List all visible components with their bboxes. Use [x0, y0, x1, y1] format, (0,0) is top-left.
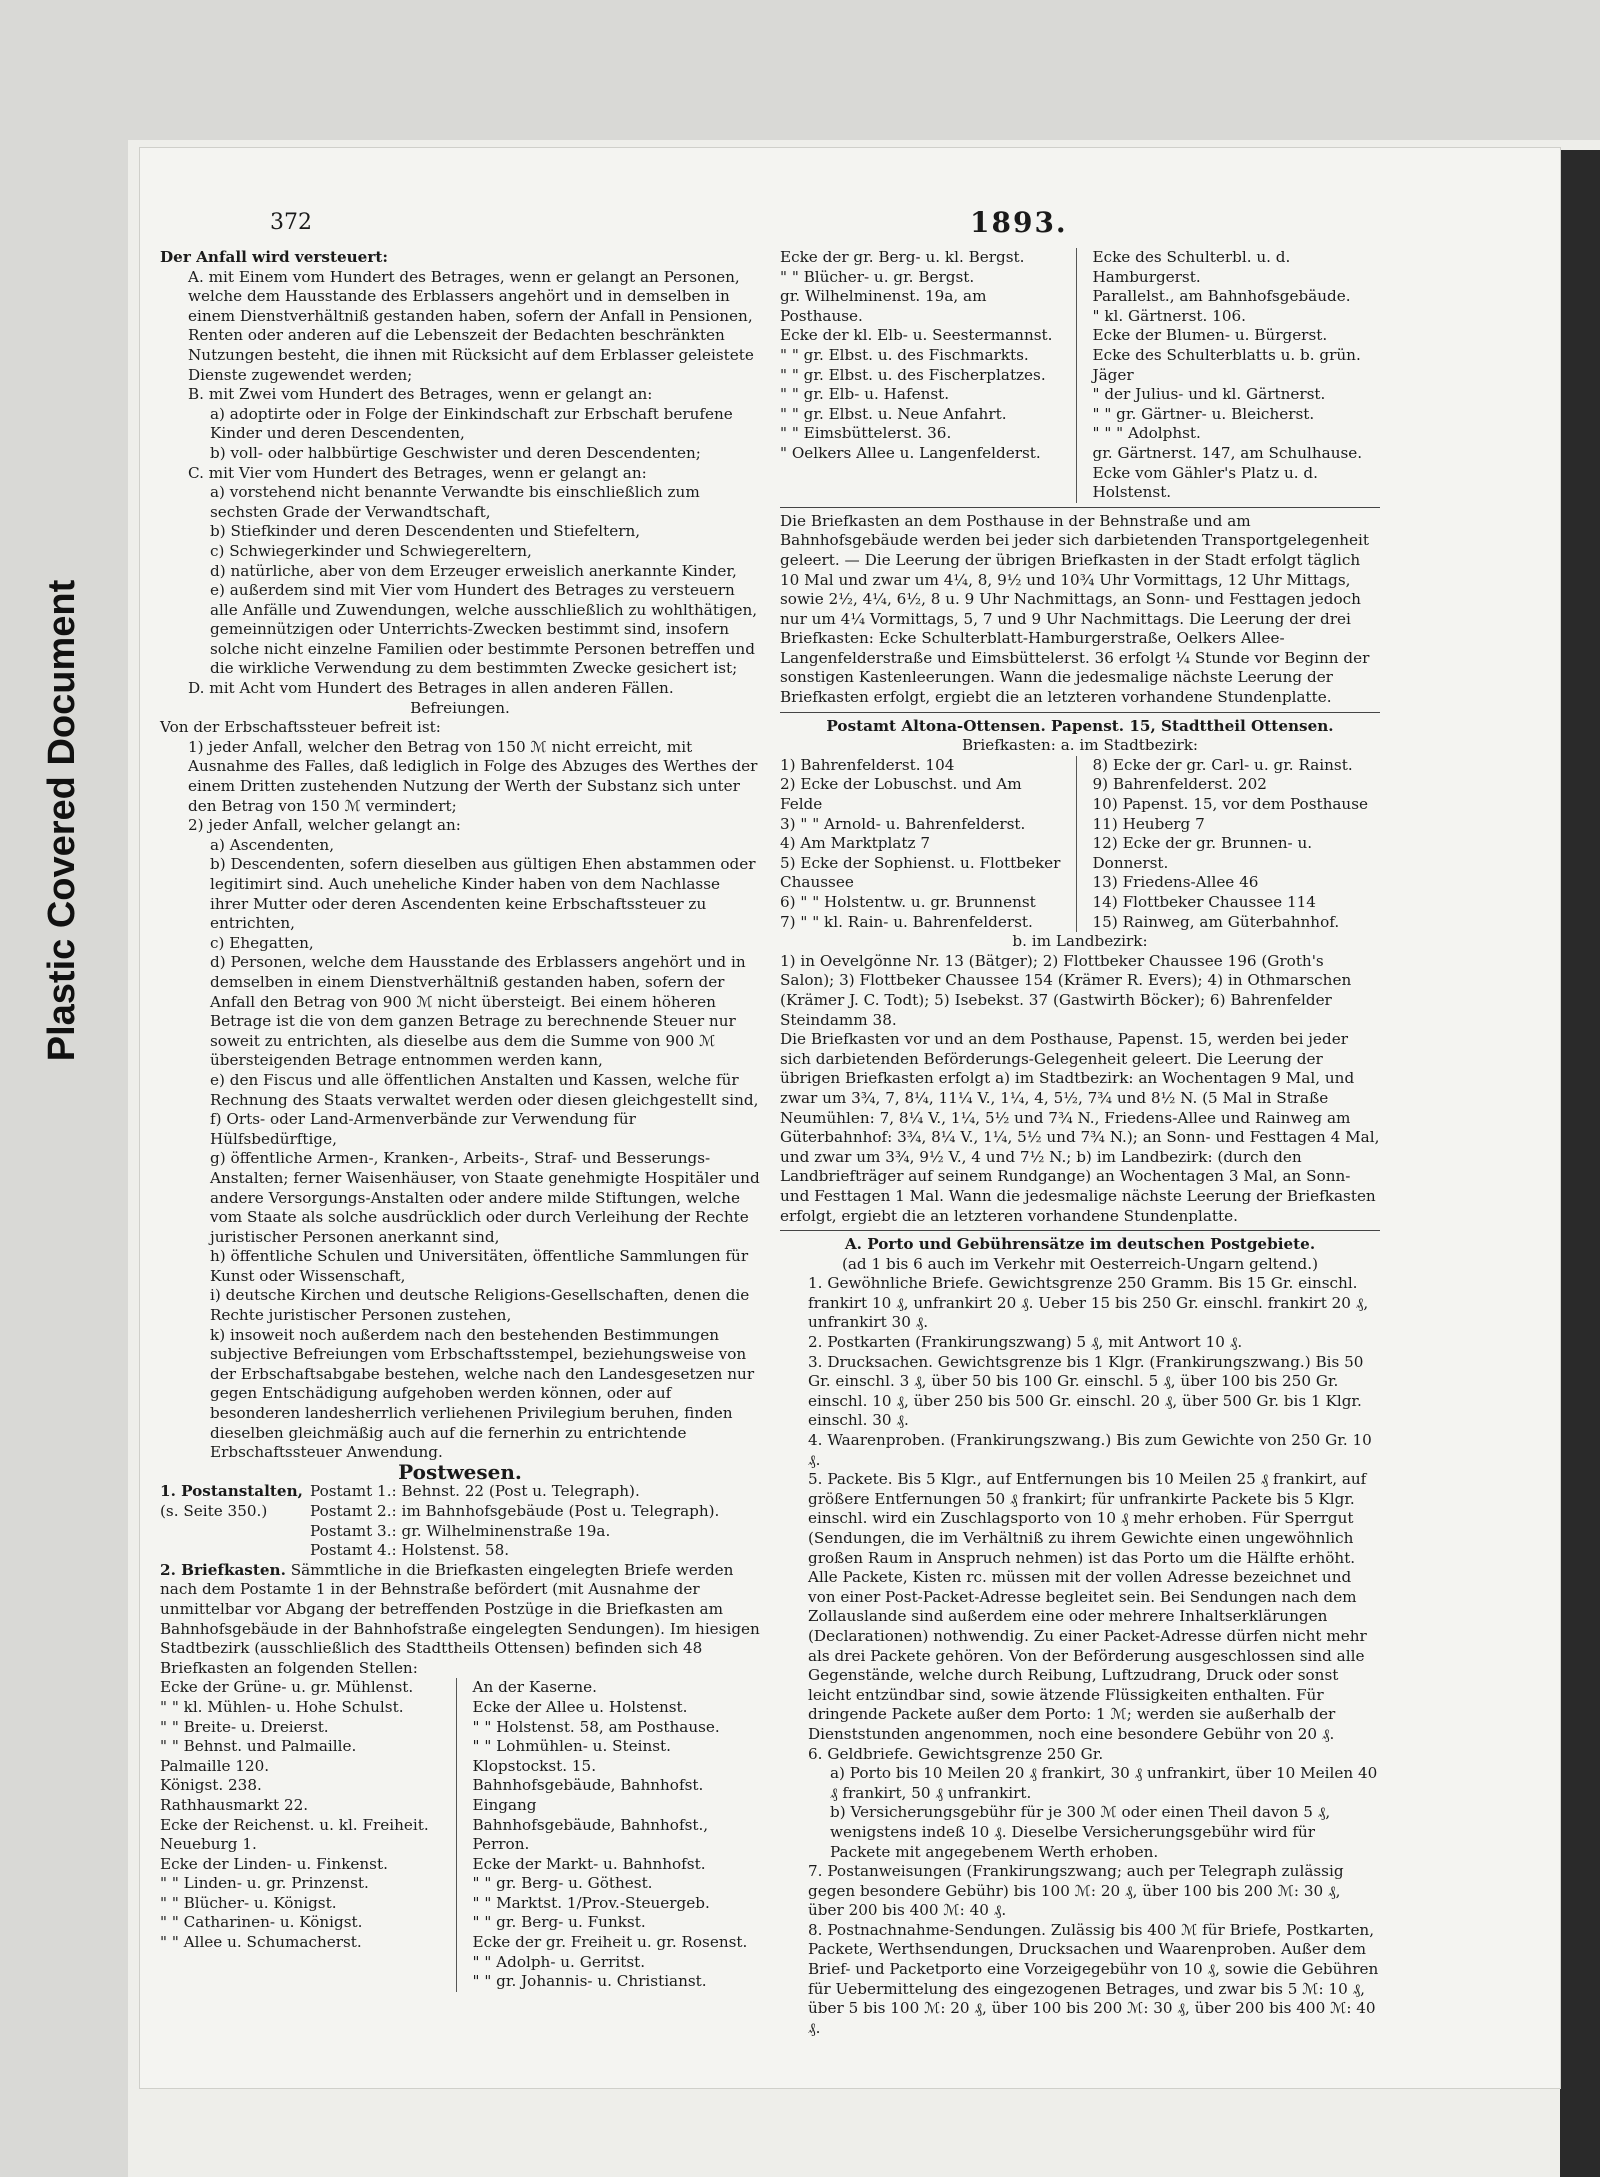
- porto-items-item: b) Versicherungsgebühr für je 300 ℳ oder einen Theil davon 5 ₰, wenigstens indeß 10 ₰. Dieselbe Versicherungsgebühr wird für Packete mit angegebenem Werth erhoben.: [830, 1803, 1331, 1861]
- ott-right-item: 11) Heuberg 7: [1092, 814, 1205, 833]
- kasten-c-item: " " gr. Elbst. u. des Fischerplatzes.: [780, 365, 1046, 384]
- postanstalten-item: Postamt 4.: Holstenst. 58.: [310, 1541, 510, 1560]
- page-year: 1893.: [970, 206, 1068, 239]
- kasten-a-item: " " Behnst. und Palmaille.: [160, 1737, 357, 1756]
- landbezirk-text: 1) in Oevelgönne Nr. 13 (Bätger); 2) Flottbeker Chaussee 196 (Groth's Salon); 3) Flottbeker Chaussee 154 (Krämer R. Evers); 4) in Othmarschen (Krämer J. C. Todt); 5) Isebekst. 37 (Gastwirth Böcker); 6) Bahrenfelder Steindamm 38.: [780, 951, 1352, 1029]
- anfall-title: Der Anfall wird versteuert:: [160, 248, 388, 266]
- kasten-d-item: Parallelst., am Bahnhofsgebäude.: [1092, 287, 1351, 306]
- kasten-d-item: Ecke des Schulterblatts u. b. grün. Jäger: [1092, 345, 1361, 384]
- kasten-b-item: " " gr. Johannis- u. Christianst.: [472, 1972, 707, 1991]
- anfall-item: A. mit Einem vom Hundert des Betrages, wenn er gelangt an Personen, welche dem Hausstande des Erblassers angehört und in demselben in einem Dienstverhältniß gestanden haben, sofern der Anfall in Pensionen, Renten oder anderen auf die Lebenszeit der Bedachten beschränkten Nutzungen besteht, die ihnen mit Rücksicht auf dem Erblasser geleistete Dienste zugewendet werden;: [188, 267, 754, 384]
- kasten-list-b: [473, 1678, 761, 1992]
- befreiungen-item: d) Personen, welche dem Hausstande des Erblassers angehört und in demselben in einem Dienstverhältniß gestanden haben, sofern der Anfall den Betrag von 900 ℳ nicht übersteigt. Bei einem höheren Betrage ist die von dem ganzen Betrage zu berechnende Steuer nur soweit zu entrichten, als dieselbe aus dem die Summe von 900 ℳ übersteigenden Betrage entnommen werden kann,: [210, 953, 746, 1070]
- befreiungen-item: 1) jeder Anfall, welcher den Betrag von 150 ℳ nicht erreicht, mit Ausnahme des Falles, daß lediglich in Folge des Abzuges des Werthes der einem Dritten zustehenden Nutzung der Werth der Substanz sich unter den Betrag von 150 ℳ vermindert;: [188, 737, 758, 815]
- kasten-d-item: " kl. Gärtnerst. 106.: [1092, 306, 1246, 325]
- postanstalten-label-group: [160, 1482, 310, 1560]
- porto-subtitle: (ad 1 bis 6 auch im Verkehr mit Oesterreich-Ungarn geltend.): [841, 1254, 1319, 1273]
- ott-right-item: 14) Flottbeker Chaussee 114: [1092, 893, 1316, 911]
- kasten-list-a: [160, 1678, 457, 1992]
- briefkasten-locations: [160, 1678, 760, 1992]
- porto-items-item: 6. Geldbriefe. Gewichtsgrenze 250 Gr.: [808, 1744, 1104, 1763]
- kasten-a-item: Palmaille 120.: [160, 1756, 270, 1775]
- leerung-text: Die Briefkasten an dem Posthause in der Behnstraße und am Bahnhofsgebäude werden bei jeder sich darbietenden Transportgelegenheit geleert. — Die Leerung der übrigen Briefkasten in der Stadt erfolgt täglich 10 Mal und zwar um 4¼, 8, 9½ und 10¾ Uhr Vormittags, 12 Uhr Mittags, sowie 2½, 4¼, 6½, 8 u. 9 Uhr Nachmittags, an Sonn- und Festtagen jedoch nur um 4¼ Vormittags, 5, 7 und 9 Uhr Nachmittags. Die Leerung der drei Briefkasten: Ecke Schulterblatt-Hamburgerstraße, Oelkers Allee-Langenfelderstraße und Eimsbüttelerst. 36 erfolgt ¼ Stunde vor Beginn der sonstigen Kastenleerungen. Wann die jedesmalige nächste Leerung der Briefkasten erfolgt, ergiebt die an letzteren vorhandene Stundenplatte.: [780, 511, 1370, 707]
- anfall-item: b) voll- oder halbbürtige Geschwister und deren Descendenten;: [210, 443, 701, 462]
- befreiungen-list: [160, 738, 760, 1463]
- kasten-a-item: Ecke der Linden- u. Finkenst.: [160, 1854, 388, 1873]
- kasten-b-item: " " gr. Berg- u. Funkst.: [472, 1913, 646, 1932]
- kasten-b-item: Ecke der Allee u. Holstenst.: [472, 1697, 688, 1716]
- kasten-a-item: " " Linden- u. gr. Prinzenst.: [160, 1874, 369, 1893]
- kasten-d-item: " " " Adolphst.: [1092, 424, 1201, 443]
- kasten-b-item: Bahnhofsgebäude, Bahnhofst., Perron.: [472, 1815, 709, 1854]
- anfall-item: e) außerdem sind mit Vier vom Hundert des Betrages zu versteuern alle Anfälle und Zuwendungen, welche ausschließlich zu wohlthätigen, gemeinnützigen oder Unterrichts-Zwecken bestimmt sind, insofern solche nicht einzelne Familien oder bestimmte Personen betreffen und die wirkliche Verwendung zu dem bestimmten Zwecke gesichert ist;: [210, 581, 758, 678]
- kasten-a-item: " " Blücher- u. Königst.: [160, 1893, 337, 1912]
- divider: [780, 712, 1380, 713]
- postwesen-title: Postwesen.: [398, 1459, 522, 1484]
- porto-items-item: 7. Postanweisungen (Frankirungszwang; auch per Telegraph zulässig gegen besondere Gebühr) bis 100 ℳ: 20 ₰, über 100 bis 200 ℳ: 30 ₰, über 200 bis 400 ℳ: 40 ₰.: [808, 1862, 1344, 1920]
- befreiungen-title: Befreiungen.: [410, 698, 510, 717]
- postanstalten-ref: (s. Seite 350.): [160, 1502, 268, 1520]
- kasten-a-item: " " Allee u. Schumacherst.: [160, 1933, 362, 1952]
- befreiungen-item: i) deutsche Kirchen und deutsche Religions-Gesellschaften, denen die Rechte juristischer Personen zustehen,: [210, 1286, 750, 1325]
- kasten-d-item: " " gr. Gärtner- u. Bleicherst.: [1092, 404, 1315, 423]
- page-shadow: [1560, 150, 1600, 2177]
- ott-right-item: 15) Rainweg, am Güterbahnhof.: [1092, 912, 1340, 931]
- landbezirk-title: b. im Landbezirk:: [1012, 932, 1148, 951]
- kasten-d-item: Ecke der Blumen- u. Bürgerst.: [1092, 326, 1328, 345]
- anfall-item: D. mit Acht vom Hundert des Betrages in allen anderen Fällen.: [188, 679, 674, 698]
- divider: [780, 507, 1380, 508]
- porto-items-item: a) Porto bis 10 Meilen 20 ₰ frankirt, 30 ₰ unfrankirt, über 10 Meilen 40 ₰ frankirt, 50 ₰ unfrankirt.: [830, 1764, 1378, 1802]
- befreiungen-item: k) insoweit noch außerdem nach den bestehenden Bestimmungen subjective Befreiungen vom Erbschaftsstempel, beziehungsweise von der Erbschaftsabgabe bestehen, welche nach den Landesgesetzen nur gegen Entschädigung aufgehoben werden können, oder auf besonderen landesherrlich verliehenen Privilegium beruhen, finden dieselben gleichmäßig auch auf die fernerhin zu entrichtende Erbschaftssteuer Anwendung.: [210, 1325, 755, 1462]
- kasten-c-item: Ecke der kl. Elb- u. Seestermannst.: [780, 326, 1053, 345]
- kasten-d-item: Ecke vom Gähler's Platz u. d. Holstenst.: [1092, 463, 1318, 502]
- kasten-b-item: Bahnhofsgebäude, Bahnhofst. Eingang: [472, 1776, 704, 1814]
- ott-left-item: 1) Bahrenfelderst. 104: [780, 755, 955, 774]
- ottensen-kasten: [780, 756, 1380, 932]
- kasten-a-item: Ecke der Grüne- u. gr. Mühlenst.: [160, 1678, 414, 1697]
- befreiungen-item: f) Orts- oder Land-Armenverbände zur Verwendung für Hülfsbedürftige,: [210, 1110, 636, 1148]
- ott-right-item: 8) Ecke der gr. Carl- u. gr. Rainst.: [1092, 755, 1353, 774]
- kasten-b-item: " " gr. Berg- u. Göthest.: [472, 1874, 653, 1893]
- postanstalten-item: Postamt 3.: gr. Wilhelminenstraße 19a.: [310, 1521, 611, 1540]
- briefkasten-locations-cont: [780, 248, 1380, 503]
- ott-left-item: 5) Ecke der Sophienst. u. Flottbeker Chaussee: [780, 853, 1061, 892]
- kasten-c-item: " " Blücher- u. gr. Bergst.: [780, 267, 975, 286]
- kasten-d-item: Ecke des Schulterbl. u. d. Hamburgerst.: [1092, 248, 1291, 286]
- briefkasten-label: 2. Briefkasten.: [160, 1560, 286, 1579]
- page-header: [270, 206, 1420, 244]
- anfall-item: a) vorstehend nicht benannte Verwandte bis einschließlich zum sechsten Grade der Verwandtschaft,: [210, 483, 700, 521]
- page-number: 372: [270, 210, 312, 235]
- porto-items-item: 8. Postnachnahme-Sendungen. Zulässig bis 400 ℳ für Briefe, Postkarten, Packete, Werthsendungen, Drucksachen und Waarenproben. Außer dem Brief- und Packetporto eine Vorzeigegebühr von 10 ₰, sowie die Gebühren für Uebermittelung des eingezogenen Betrages, und zwar bis 5 ℳ: 10 ₰, über 5 bis 100 ℳ: 20 ₰, über 100 bis 200 ℳ: 30 ₰, über 200 bis 400 ℳ: 40 ₰.: [808, 1920, 1379, 2037]
- kasten-a-item: Ecke der Reichenst. u. kl. Freiheit.: [160, 1815, 429, 1834]
- kasten-a-item: Neueburg 1.: [160, 1835, 257, 1854]
- side-label: Plastic Covered Document: [41, 579, 84, 1061]
- anfall-item: b) Stiefkinder und deren Descendenten und Stiefeltern,: [210, 522, 641, 541]
- befreiungen-item: b) Descendenten, sofern dieselben aus gültigen Ehen abstammen oder legitimirt sind. Auch uneheliche Kinder haben von dem Nachlasse ihrer Mutter oder deren Ascendenten keine Erbschaftssteuer zu entrichten,: [210, 855, 756, 933]
- kasten-a-item: " " Catharinen- u. Königst.: [160, 1913, 363, 1932]
- kasten-d-item: " der Julius- und kl. Gärtnerst.: [1092, 385, 1326, 404]
- anfall-item: d) natürliche, aber von dem Erzeuger erweislich anerkannte Kinder,: [210, 561, 737, 580]
- porto-items-item: 5. Packete. Bis 5 Klgr., auf Entfernungen bis 10 Meilen 25 ₰ frankirt, auf größere Entfernungen 50 ₰ frankirt; für unfrankirte Packete bis 5 Klgr. einschl. wird ein Zuschlagsporto von 10 ₰ mehr erhoben. Für Sperrgut (Sendungen, die im Verhältniß zu ihrem Gewichte einen ungewöhnlich großen Raum in Anspruch nehmen) ist das Porto um die Hälfte erhöht. Alle Packete, Kisten rc. müssen mit der vollen Adresse bezeichnet und von einer Post-Packet-Adresse begleitet sein. Bei Sendungen nach dem Zollauslande sind außerdem eine oder mehrere Inhaltserklärungen (Declarationen) nothwendig. Zu einer Packet-Adresse dürfen nicht mehr als drei Packete gehören. Von der Beförderung ausgeschlossen sind alle Gegenstände, welche durch Reibung, Luftzudrang, Druck oder sonst leicht entzündbar sind, sowie ätzende Flüssigkeiten enthalten. Für dringende Packete außer dem Porto: 1 ℳ; werden sie außerhalb der Dienststunden angenommen, noch eine besondere Gebühr von 20 ₰.: [808, 1470, 1367, 1743]
- kasten-b-item: Klopstockst. 15.: [472, 1756, 597, 1775]
- kasten-b-item: Ecke der Markt- u. Bahnhofst.: [472, 1854, 706, 1873]
- ott-left-item: 6) " " Holstentw. u. gr. Brunnenst: [780, 893, 1036, 911]
- ott-left-item: 2) Ecke der Lobuschst. und Am Felde: [780, 775, 1022, 814]
- ott-right-item: 13) Friedens-Allee 46: [1092, 873, 1259, 892]
- kasten-c-item: " " gr. Elbst. u. des Fischmarkts.: [780, 345, 1029, 364]
- anfall-item: c) Schwiegerkinder und Schwiegereltern,: [210, 541, 532, 560]
- kasten-a-item: " " kl. Mühlen- u. Hohe Schulst.: [160, 1697, 404, 1716]
- ottensen-kasten-left: [780, 756, 1077, 932]
- postanstalten: [160, 1482, 760, 1560]
- kasten-a-item: " " Breite- u. Dreierst.: [160, 1717, 329, 1736]
- kasten-c-item: gr. Wilhelminenst. 19a, am Posthause.: [780, 287, 987, 325]
- ott-right-item: 10) Papenst. 15, vor dem Posthause: [1092, 795, 1368, 814]
- kasten-b-item: " " Adolph- u. Gerritst.: [472, 1952, 646, 1971]
- postanstalten-label: 1. Postanstalten,: [160, 1482, 303, 1501]
- kasten-b-item: An der Kaserne.: [472, 1678, 597, 1697]
- kasten-b-item: " " Marktst. 1/Prov.-Steuergeb.: [472, 1893, 710, 1912]
- postanstalten-list: [310, 1482, 719, 1560]
- kasten-c-item: " " Eimsbüttelerst. 36.: [780, 424, 952, 443]
- porto-list: [780, 1274, 1380, 2038]
- kasten-a-item: Rathhausmarkt 22.: [160, 1795, 309, 1814]
- befreiungen-item: a) Ascendenten,: [210, 835, 335, 854]
- befreiungen-item: c) Ehegatten,: [210, 933, 314, 952]
- befreiungen-item: g) öffentliche Armen-, Kranken-, Arbeits-, Straf- und Besserungs-Anstalten; ferner Waisenhäuser, von Staate genehmigte Hospitäler und andere Versorgungs-Anstalten oder andere milde Stiftungen, welche vom Staate als solche ausdrücklich oder durch Verleihung der Rechte juristischer Personen anerkannt sind,: [210, 1149, 760, 1246]
- briefkasten-stadt: Briefkasten: a. im Stadtbezirk:: [961, 736, 1199, 755]
- ott-left-item: 7) " " kl. Rain- u. Bahrenfelderst.: [780, 912, 1033, 931]
- kasten-c-item: " " gr. Elbst. u. Neue Anfahrt.: [780, 404, 1007, 423]
- befreiungen-item: e) den Fiscus und alle öffentlichen Anstalten und Kassen, welche für Rechnung des Staats verwaltet werden oder diesen gleichgestellt sind,: [210, 1070, 759, 1109]
- befreiungen-item: 2) jeder Anfall, welcher gelangt an:: [188, 816, 461, 835]
- ottensen-kasten-right: [1093, 756, 1381, 932]
- kasten-list-c: [780, 248, 1077, 503]
- befreiungen-item: h) öffentliche Schulen und Universitäten, öffentliche Sammlungen für Kunst oder Wissenschaft,: [210, 1247, 749, 1285]
- kasten-c-item: " " gr. Elb- u. Hafenst.: [780, 385, 950, 404]
- kasten-c-item: " Oelkers Allee u. Langenfelderst.: [780, 443, 1041, 462]
- anfall-item: a) adoptirte oder in Folge der Einkindschaft zur Erbschaft berufene Kinder und deren Descendenten,: [210, 404, 733, 443]
- postanstalten-item: Postamt 1.: Behnst. 22 (Post u. Telegraph).: [310, 1482, 640, 1501]
- ottensen-leerung: Die Briefkasten vor und an dem Posthause, Papenst. 15, werden bei jeder sich darbietenden Beförderungs-Gelegenheit geleert. Die Leerung der übrigen Briefkasten erfolgt a) im Stadtbezirk: an Wochentagen 9 Mal, und zwar um 3¾, 7, 8¼, 11¼ V., 1¼, 4, 5½, 7¾ und 8½ N. (5 Mal in Straße Neumühlen: 7, 8¼ V., 1¼, 5½ und 7¾ N., Friedens-Allee und Rainweg am Güterbahnhof: 3¾, 8¼ V., 1¼, 5½ und 7¾ N.); an Sonn- und Festtagen 4 Mal, und zwar um 3¾, 9½ V., 4 und 7½ N.; b) im Landbezirk: (durch den Landbriefträger auf seinem Rundgange) an Wochentagen 3 Mal, an Sonn- und Festtagen 1 Mal. Wann die jedesmalige nächste Leerung der Briefkasten erfolgt, ergiebt die an letzteren vorhandene Stundenplatte.: [780, 1030, 1380, 1225]
- postanstalten-item: Postamt 2.: im Bahnhofsgebäude (Post u. Telegraph).: [310, 1502, 720, 1520]
- briefkasten-text: Sämmtliche in die Briefkasten eingelegten Briefe werden nach dem Postamte 1 in der Behnstraße befördert (mit Ausnahme der unmittelbar vor Abgang der betreffenden Postzüge in die Briefkasten am Bahnhofsgebäude in der Bahnhofstraße eingelegten Sendungen). Im hiesigen Stadtbezirk (ausschließlich des Stadttheils Ottensen) befinden sich 48 Briefkasten an folgenden Stellen:: [160, 1560, 760, 1677]
- kasten-a-item: Königst. 238.: [160, 1776, 262, 1795]
- anfall-list: [160, 268, 760, 699]
- divider: [780, 1230, 1380, 1231]
- ott-right-item: 9) Bahrenfelderst. 202: [1092, 775, 1267, 794]
- befreiungen-intro: Von der Erbschaftssteuer befreit ist:: [160, 718, 441, 737]
- porto-items-item: 4. Waarenproben. (Frankirungszwang.) Bis zum Gewichte von 250 Gr. 10 ₰.: [808, 1431, 1372, 1469]
- porto-items-item: 1. Gewöhnliche Briefe. Gewichtsgrenze 250 Gramm. Bis 15 Gr. einschl. frankirt 10 ₰, unfrankirt 20 ₰. Ueber 15 bis 250 Gr. einschl. frankirt 20 ₰, unfrankirt 30 ₰.: [808, 1274, 1369, 1332]
- postamt-ottensen: Postamt Altona-Ottensen. Papenst. 15, Stadttheil Ottensen.: [826, 716, 1334, 735]
- right-column: [780, 248, 1380, 2038]
- kasten-list-d: [1093, 248, 1381, 503]
- anfall-item: C. mit Vier vom Hundert des Betrages, wenn er gelangt an:: [188, 463, 647, 482]
- kasten-c-item: Ecke der gr. Berg- u. kl. Bergst.: [780, 248, 1025, 266]
- kasten-b-item: " " Lohmühlen- u. Steinst.: [472, 1737, 671, 1756]
- porto-items-item: 3. Drucksachen. Gewichtsgrenze bis 1 Klgr. (Frankirungszwang.) Bis 50 Gr. einschl. 3 ₰, über 50 bis 100 Gr. einschl. 5 ₰, über 100 bis 250 Gr. einschl. 10 ₰, über 250 bis 500 Gr. einschl. 20 ₰, über 500 Gr. bis 1 Klgr. einschl. 30 ₰.: [808, 1352, 1364, 1430]
- ott-left-item: 4) Am Marktplatz 7: [780, 834, 931, 853]
- kasten-d-item: gr. Gärtnerst. 147, am Schulhause.: [1092, 443, 1363, 462]
- kasten-b-item: Ecke der gr. Freiheit u. gr. Rosenst.: [472, 1933, 748, 1952]
- kasten-b-item: " " Holstenst. 58, am Posthause.: [472, 1717, 720, 1736]
- anfall-item: B. mit Zwei vom Hundert des Betrages, wenn er gelangt an:: [188, 385, 653, 404]
- porto-title: A. Porto und Gebührensätze im deutschen Postgebiete.: [844, 1235, 1316, 1254]
- ott-left-item: 3) " " Arnold- u. Bahrenfelderst.: [780, 814, 1026, 833]
- left-column: [160, 248, 760, 1992]
- ott-right-item: 12) Ecke der gr. Brunnen- u. Donnerst.: [1092, 834, 1313, 872]
- porto-items-item: 2. Postkarten (Frankirungszwang) 5 ₰, mit Antwort 10 ₰.: [808, 1333, 1243, 1352]
